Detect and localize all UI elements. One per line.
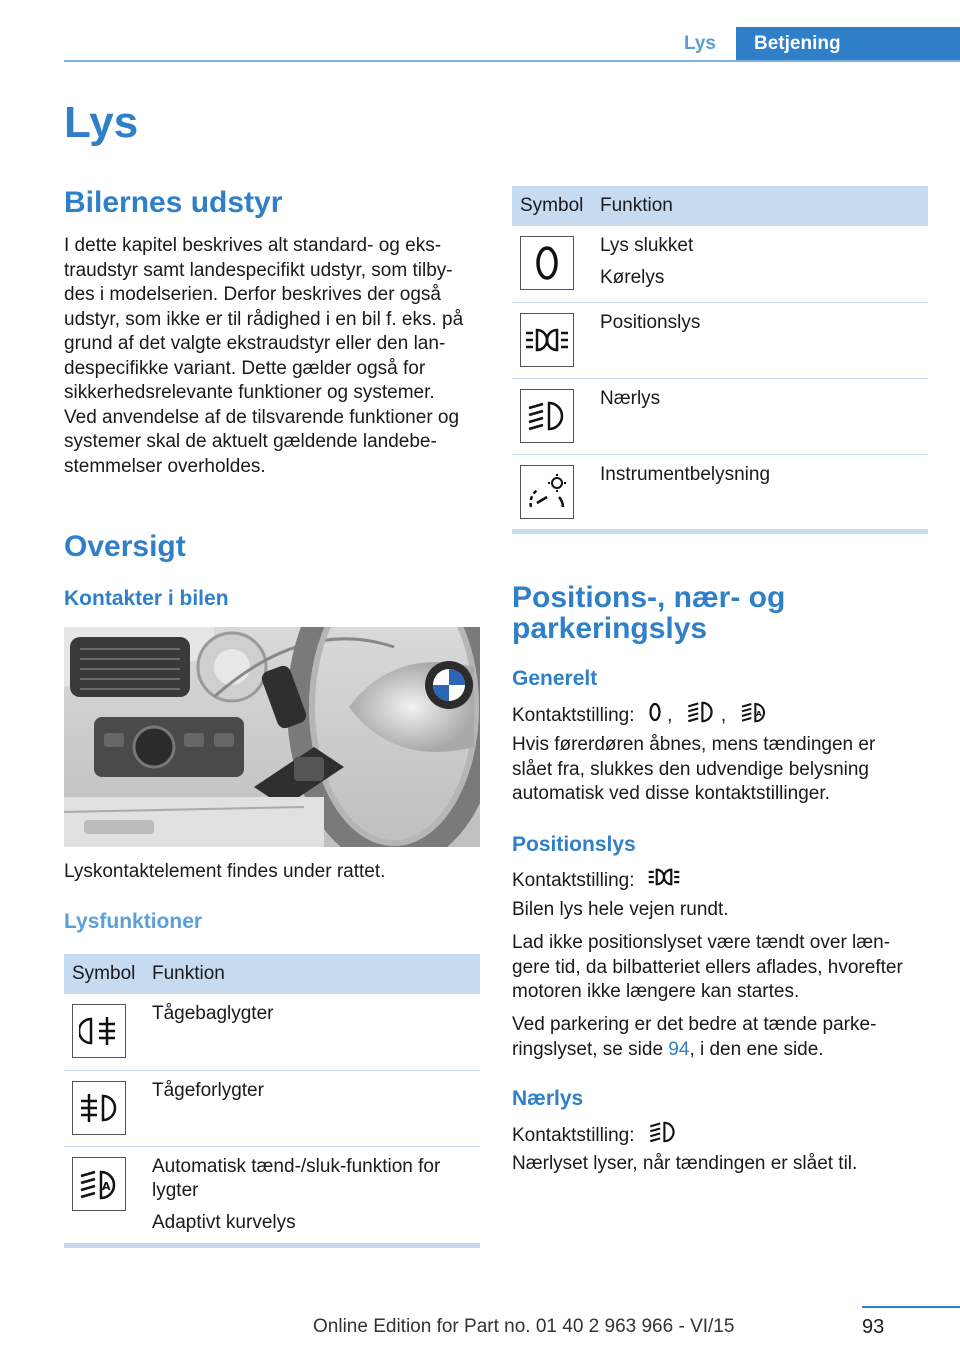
- header-section-tab[interactable]: Lys: [683, 33, 717, 54]
- table-row: A Automatisk tænd-/sluk-funktion for lygter Adaptivt kurvelys: [64, 1146, 480, 1242]
- photo-caption: Lyskontaktelement findes under rattet.: [64, 861, 386, 882]
- general-heading: Generelt: [512, 667, 598, 690]
- zero-position-icon: [648, 701, 662, 731]
- low-beam-icon: [686, 700, 716, 732]
- equipment-paragraph: I dette kapitel beskrives alt standard- og eks‐ traudstyr samt landespecifikt udstyr, som tilby‐ des i modelserien. Derfor beskrives der også udstyr, som ikke er til rådighed i en bil f. eks. på grund af det valgte ekstraudstyr eller den lan‐ despecifikke variant. Dette gælder også for sikkerhedsrelevante funktioner og systemer. Ved anvendelse af de tilsvarende funktioner og systemer skal de aktuelt gældende landebe‐ stemmelser overholdes.: [64, 235, 464, 477]
- lowbeam-p1: Nærlyset lyser, når tændingen er slået til.: [512, 1153, 858, 1174]
- general-paragraph: Hvis førerdøren åbnes, mens tændingen er slået fra, slukkes den udvendige belysning automatisk ved disse kontaktstillinger.: [512, 734, 876, 804]
- table-end-bar: [64, 1243, 480, 1248]
- overview-heading: Oversigt: [64, 530, 186, 563]
- header-chapter-tab[interactable]: Betjening: [736, 27, 960, 62]
- table-row: Nærlys: [512, 378, 928, 454]
- parking-p3: Ved parkering er det bedre at tænde parke‐ ringslyset, se side 94, i den ene side.: [512, 1014, 877, 1060]
- table-row: Instrumentbelysning: [512, 454, 928, 530]
- lights-section-heading: Positions-, nær- og parkeringslys: [512, 581, 786, 645]
- parking-switch-line: Kontaktstilling:: [512, 866, 680, 896]
- low-beam-icon: [520, 389, 574, 443]
- col-function: Funktion: [144, 954, 480, 994]
- footer-rule: [862, 1306, 960, 1308]
- zero-position-icon: [520, 236, 574, 290]
- left-symbol-table: [64, 954, 480, 1242]
- general-switch-line: Kontaktstilling: , , A: [512, 700, 942, 732]
- rear-fog-light-icon: [72, 1004, 126, 1058]
- svg-text:A: A: [756, 709, 763, 718]
- lowbeam-switch-line: Kontaktstilling:: [512, 1120, 678, 1152]
- col-symbol: Symbol: [512, 186, 592, 226]
- online-edition-note: Online Edition for Part no. 01 40 2 963 966 - VI/15: [313, 1316, 735, 1337]
- header-rule: [64, 60, 960, 62]
- col-function: Funktion: [592, 186, 928, 226]
- parking-light-icon: [520, 313, 574, 367]
- col-symbol: Symbol: [64, 954, 144, 994]
- lowbeam-heading: Nærlys: [512, 1087, 584, 1110]
- switches-heading: Kontakter i bilen: [64, 587, 229, 610]
- table-row: Lys slukket Kørelys: [512, 226, 928, 302]
- right-symbol-table: [512, 186, 928, 530]
- auto-headlight-icon: [72, 1157, 126, 1211]
- functions-heading: Lysfunktioner: [64, 910, 203, 933]
- instrument-lighting-icon: [520, 465, 574, 519]
- front-fog-light-icon: [72, 1081, 126, 1135]
- auto-headlight-icon: [739, 700, 769, 732]
- parking-heading: Positionslys: [512, 833, 636, 856]
- page-number: 93: [862, 1316, 885, 1338]
- equipment-heading: Bilernes udstyr: [64, 186, 283, 219]
- low-beam-icon: [648, 1120, 678, 1152]
- page-title: Lys: [64, 98, 139, 147]
- table-row: Tågebaglygter: [64, 994, 480, 1070]
- parking-p2: Lad ikke positionslyset være tændt over læn‐ gere tid, da bilbatteriet ellers aflades, hvorefter motoren ikke længere kan startes.: [512, 932, 903, 1002]
- parking-p1: Bilen lys hele vejen rundt.: [512, 899, 729, 920]
- table-end-bar: [512, 529, 928, 534]
- svg-text:A: A: [102, 1179, 111, 1193]
- table-row: Positionslys: [512, 302, 928, 378]
- parking-light-icon: [648, 866, 680, 896]
- dashboard-photo: [64, 627, 480, 847]
- table-row: Tågeforlygter: [64, 1070, 480, 1146]
- page-link-94[interactable]: 94: [668, 1038, 690, 1060]
